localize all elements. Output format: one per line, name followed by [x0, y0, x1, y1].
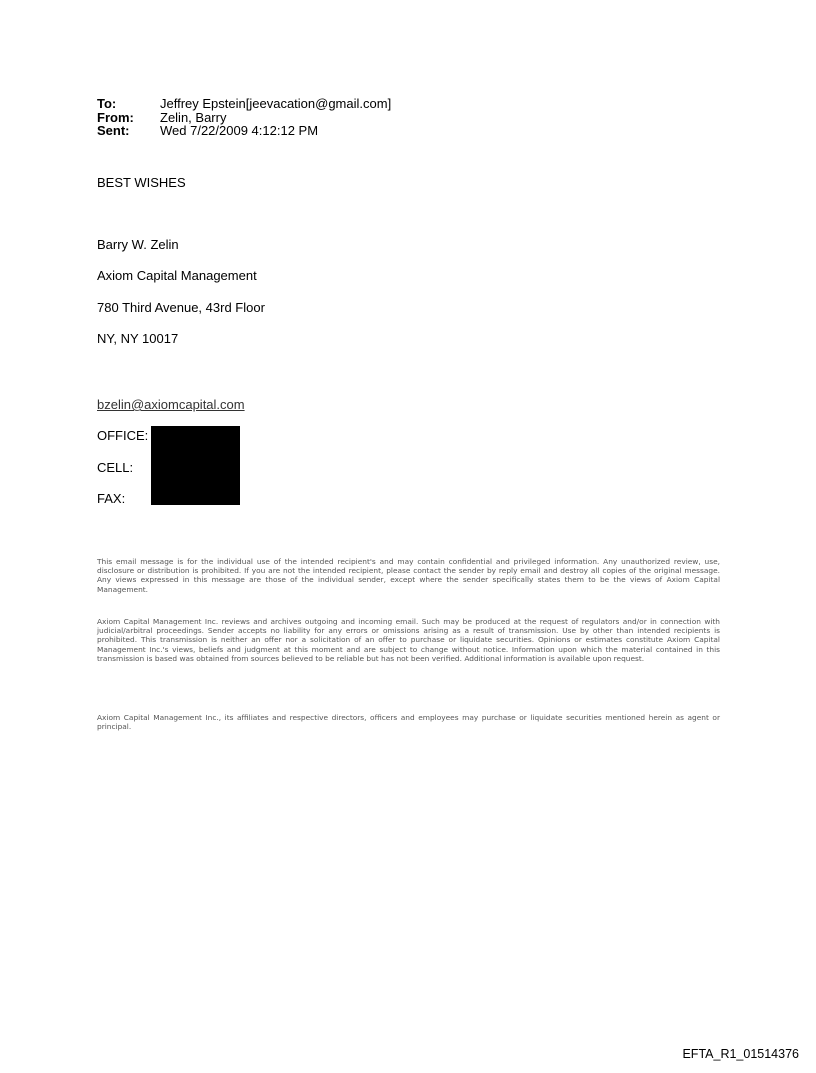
signature-city: NY, NY 10017: [97, 331, 179, 346]
signature-address: 780 Third Avenue, 43rd Floor: [97, 300, 265, 315]
email-header: [97, 97, 391, 138]
redaction-block: [151, 426, 240, 505]
sent-row: [97, 124, 391, 138]
greeting: BEST WISHES: [97, 175, 186, 190]
email-link[interactable]: bzelin@axiomcapital.com: [97, 397, 245, 412]
fax-label: FAX:: [97, 491, 126, 506]
signature-name: Barry W. Zelin: [97, 237, 179, 252]
signature-company: Axiom Capital Management: [97, 268, 257, 283]
sent-value: Wed 7/22/2009 4:12:12 PM: [160, 123, 319, 138]
from-row: [97, 111, 391, 125]
sent-label: Sent:: [97, 123, 130, 138]
to-row: [97, 97, 391, 111]
from-label: From:: [97, 109, 134, 125]
cell-label: CELL:: [97, 460, 134, 475]
from-value: Zelin, Barry: [160, 109, 227, 125]
disclaimer-paragraph-2: Axiom Capital Management Inc. reviews and archives outgoing and incoming email. Such may be produced at the request of regulators and/or in connection with judicial/arbitral proceedings. Sender accepts no liability for any errors or omissions arising as a result of transmission. Use by other than intended recipients is prohibited. This transmission is neither an offer nor a solicitation of an offer to purchase or liquidate securities. Opinions or estimates constitute Axiom Capital Management Inc.'s views, beliefs and judgment at this moment and are subject to change without notice. Information upon which the material contained in this transmission is based was obtained from sources believed to be reliable but has not been verified. Additional information is available upon request.: [97, 617, 720, 663]
disclaimer-paragraph-3: Axiom Capital Management Inc., its affiliates and respective directors, officers and employees may purchase or liquidate securities mentioned herein as agent or principal.: [97, 713, 720, 732]
disclaimer-paragraph-1: This email message is for the individual use of the intended recipient's and may contain confidential and privileged information. Any unauthorized review, use, disclosure or distribution is prohibited. If you are not the intended recipient, please contact the sender by reply email and destroy all copies of the original message. Any views expressed in this message are those of the individual sender, except where the sender specifically states them to be the views of Axiom Capital Management.: [97, 557, 720, 594]
to-value: Jeffrey Epstein[jeevacation@gmail.com]: [160, 96, 392, 111]
to-label: To:: [97, 96, 117, 111]
document-id: EFTA_R1_01514376: [682, 1047, 799, 1061]
office-label: OFFICE:: [97, 428, 149, 443]
